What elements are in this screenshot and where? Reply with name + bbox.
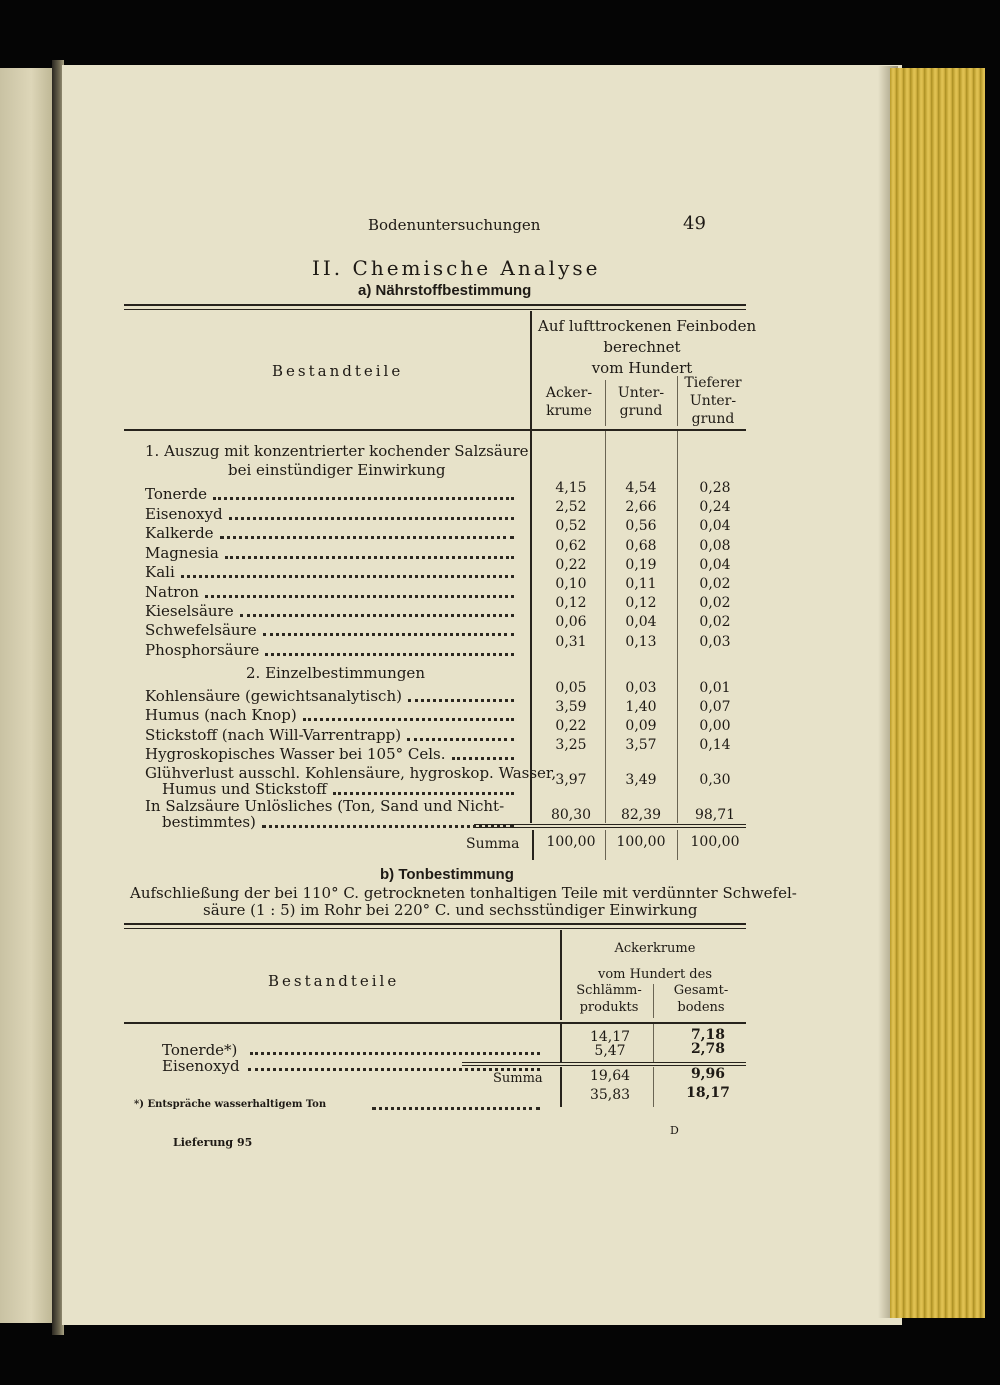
row-label: In Salzsäure Unlösliches (Ton, Sand und Nicht- — [145, 797, 505, 815]
cell-value: 0,02 — [699, 595, 731, 611]
row-label: Kohlensäure (gewichtsanalytisch) — [145, 687, 402, 705]
col-header-line: krume — [546, 403, 592, 419]
section-title: II. Chemische Analyse — [312, 256, 601, 280]
leader-dots — [240, 614, 514, 617]
cell-value: 0,30 — [699, 772, 731, 788]
summa-value: 100,00 — [546, 834, 596, 850]
cell-value: 0,04 — [699, 518, 731, 534]
summa-label: Summa — [466, 836, 520, 852]
group-header — [538, 316, 757, 379]
leader-dots — [333, 792, 514, 795]
cell-value: 4,54 — [625, 480, 657, 496]
cell-value: 0,62 — [555, 538, 587, 554]
row-label: Hygroskopisches Wasser bei 105° Cels. — [145, 745, 446, 763]
clay-group-header — [565, 936, 745, 988]
body-col-divider — [677, 431, 678, 823]
col-header-line: grund — [619, 403, 663, 419]
summa-value: 100,00 — [690, 834, 740, 850]
clay-col-label: Bestandteile — [268, 972, 400, 990]
clay-col-divider — [653, 984, 654, 1018]
row-label: Glühverlust ausschl. Kohlensäure, hygroskop. Wasser, — [145, 764, 557, 782]
leader-dots — [205, 595, 514, 598]
clay-group-header-line: vom Hundert des — [598, 967, 712, 982]
cell-value: 0,68 — [625, 538, 657, 554]
cell-value: 3,57 — [625, 737, 657, 753]
row-label-continued: bestimmtes) — [162, 813, 256, 831]
part-a-heading: a) Nährstoffbestimmung — [358, 282, 532, 299]
clay-summa-rule — [462, 1062, 746, 1063]
cell-value: 0,31 — [555, 634, 587, 650]
table-top-rule-2 — [124, 309, 746, 310]
header-divider — [530, 311, 532, 429]
cell-value: 0,22 — [555, 718, 587, 734]
row-label: Kali — [145, 563, 175, 581]
leader-dots — [265, 653, 514, 656]
summa-value: 100,00 — [616, 834, 666, 850]
row-label: Phosphorsäure — [145, 641, 260, 659]
clay-summa-divider — [560, 1067, 562, 1107]
cell-value: 3,97 — [555, 772, 587, 788]
page-number: 49 — [683, 213, 706, 234]
cell-value: 80,30 — [550, 807, 592, 823]
clay-col-header-schlaemmprodukt — [566, 982, 652, 1016]
leader-dots — [229, 517, 514, 520]
col-header-tieferer-untergrund — [678, 374, 748, 428]
clay-row-label: Tonerde*) — [162, 1041, 238, 1059]
cell-value: 0,04 — [625, 614, 657, 630]
cell-value: 0,05 — [555, 680, 587, 696]
clay-row-label: Eisenoxyd — [162, 1057, 240, 1075]
cell-value: 0,02 — [699, 614, 731, 630]
gilded-page-edges — [890, 68, 985, 1318]
leader-dots — [407, 738, 514, 741]
clay-summa-col-divider — [653, 1067, 654, 1107]
leader-dots — [225, 556, 514, 559]
leader-dots — [220, 536, 514, 539]
summa-divider — [532, 830, 534, 860]
clay-top-rule — [124, 923, 746, 925]
group-header-line: Auf lufttrockenen Feinboden — [538, 317, 757, 335]
part-b-intro: Aufschließung der bei 110° C. getrockneten tonhaltigen Teile mit verdünnter Schwefel- — [130, 884, 797, 902]
leader-dots — [250, 1052, 540, 1055]
header-bottom-rule — [124, 429, 746, 431]
cell-value: 2,66 — [625, 499, 657, 515]
row-label: Schwefelsäure — [145, 621, 257, 639]
cell-value: 0,10 — [555, 576, 587, 592]
cell-value: 0,13 — [625, 634, 657, 650]
cell-value: 0,08 — [699, 538, 731, 554]
clay-col-header-line: Gesamt- — [673, 983, 729, 998]
footnote-value: 18,17 — [686, 1085, 730, 1101]
cell-value: 0,00 — [699, 718, 731, 734]
clay-col-header-gesamtboden — [656, 982, 746, 1016]
row-label: Tonerde — [145, 485, 208, 503]
group-header-line: berechnet — [603, 338, 681, 356]
clay-summa-label: Summa — [493, 1071, 543, 1086]
leader-dots — [408, 699, 514, 702]
leader-dots — [213, 497, 514, 500]
group1-title-line2: bei einstündiger Einwirkung — [228, 461, 446, 479]
group-header-line: vom Hundert — [591, 359, 693, 377]
col-header-line: grund — [691, 411, 735, 427]
leader-dots — [263, 633, 514, 636]
leader-dots — [372, 1107, 540, 1110]
clay-body-col-divider — [653, 1024, 654, 1062]
cell-value: 0,12 — [625, 595, 657, 611]
cell-value: 3,59 — [555, 699, 587, 715]
col-header-line: Unter- — [617, 385, 665, 401]
cell-value: 3,25 — [555, 737, 587, 753]
row-label: Magnesia — [145, 544, 219, 562]
cell-value: 0,09 — [625, 718, 657, 734]
cell-value: 4,15 — [555, 480, 587, 496]
running-head-title: Bodenuntersuchungen — [368, 216, 541, 234]
cell-value: 82,39 — [620, 807, 662, 823]
group1-title: 1. Auszug mit konzentrierter kochender Salzsäure — [145, 442, 529, 460]
cell-value: 0,03 — [625, 680, 657, 696]
cell-value: 0,11 — [625, 576, 657, 592]
col-header-ackerkrume — [534, 384, 604, 420]
cell-value: 0,06 — [555, 614, 587, 630]
cell-value: 0,24 — [699, 499, 731, 515]
row-label: Humus (nach Knop) — [145, 706, 297, 724]
clay-col-header-line: produkts — [579, 1000, 639, 1015]
leader-dots — [452, 757, 514, 760]
clay-header-divider — [560, 930, 562, 1020]
col-header-line: Tieferer — [684, 375, 742, 391]
cell-value: 0,28 — [699, 480, 731, 496]
row-label: Kieselsäure — [145, 602, 234, 620]
cell-value: 2,52 — [555, 499, 587, 515]
row-label-continued: Humus und Stickstoff — [162, 780, 327, 798]
cell-value: 0,03 — [699, 634, 731, 650]
delivery-note: Lieferung 95 — [173, 1136, 253, 1149]
part-b-intro-line2: säure (1 : 5) im Rohr bei 220° C. und sechsstündiger Einwirkung — [203, 901, 698, 919]
clay-top-rule-2 — [124, 928, 746, 929]
cell-value: 0,52 — [555, 518, 587, 534]
leader-dots — [303, 718, 514, 721]
cell-value: 1,40 — [625, 699, 657, 715]
clay-value: 2,78 — [690, 1041, 726, 1057]
col-header-line: Acker- — [545, 385, 593, 401]
cell-value: 0,04 — [699, 557, 731, 573]
clay-body-divider — [560, 1024, 562, 1062]
table-top-rule — [124, 304, 746, 306]
row-label: Kalkerde — [145, 524, 214, 542]
cell-value: 0,07 — [699, 699, 731, 715]
col-label-bestandteile: Bestandteile — [272, 362, 404, 380]
footnote-value: 35,83 — [589, 1087, 631, 1103]
cell-value: 0,12 — [555, 595, 587, 611]
cell-value: 0,56 — [625, 518, 657, 534]
row-label: Natron — [145, 583, 199, 601]
cell-value: 98,71 — [694, 807, 736, 823]
clay-value: 5,47 — [594, 1043, 626, 1059]
cell-value: 3,49 — [625, 772, 657, 788]
cell-value: 0,22 — [555, 557, 587, 573]
clay-group-header-line: Ackerkrume — [614, 941, 696, 956]
part-b-heading: b) Tonbestimmung — [380, 866, 514, 883]
summa-rule — [474, 824, 746, 825]
clay-value: 14,17 — [589, 1029, 631, 1045]
col-header-untergrund — [606, 384, 676, 420]
clay-col-header-line: bodens — [677, 1000, 725, 1015]
left-page-edge — [0, 68, 52, 1323]
clay-summa-value: 9,96 — [690, 1066, 726, 1082]
clay-summa-value: 19,64 — [589, 1068, 631, 1084]
summa-rule-2 — [474, 827, 746, 828]
group2-title: 2. Einzelbestimmungen — [246, 664, 425, 682]
footnote: *) Entspräche wasserhaltigem Ton — [134, 1099, 327, 1110]
summa-col-divider — [677, 830, 678, 860]
clay-value: 7,18 — [690, 1027, 726, 1043]
cell-value: 0,14 — [699, 737, 731, 753]
signature-mark: D — [670, 1124, 679, 1137]
row-label: Eisenoxyd — [145, 505, 223, 523]
col-header-line: Unter- — [689, 393, 737, 409]
clay-col-header-line: Schlämm- — [576, 983, 642, 998]
leader-dots — [181, 575, 514, 578]
cell-value: 0,19 — [625, 557, 657, 573]
row-label: Stickstoff (nach Will-Varrentrapp) — [145, 726, 402, 744]
cell-value: 0,02 — [699, 576, 731, 592]
cell-value: 0,01 — [699, 680, 731, 696]
